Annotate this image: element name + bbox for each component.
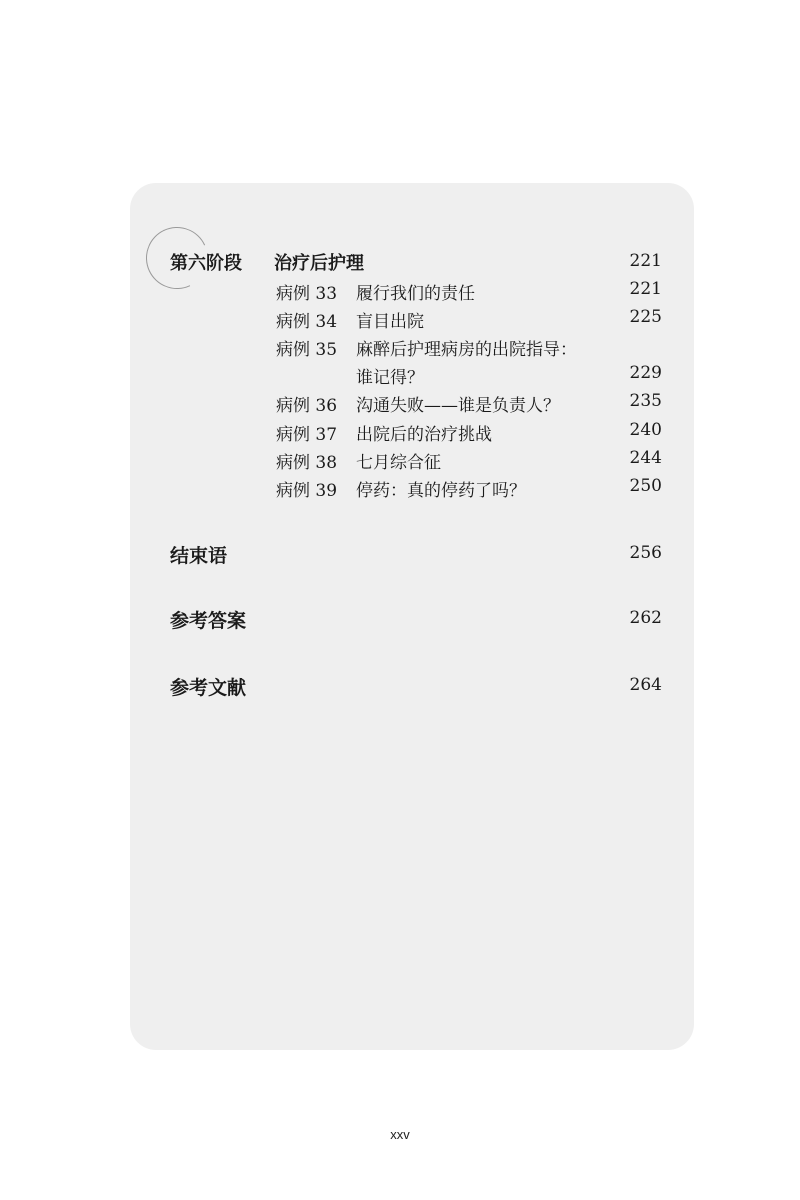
case-label: 病例 35 bbox=[276, 340, 338, 360]
case-title: 沟通失败——谁是负责人？ bbox=[356, 396, 560, 416]
case-title: 麻醉后护理病房的出院指导： bbox=[356, 340, 577, 360]
case-title-continuation: 谁记得？ bbox=[356, 368, 424, 388]
case-label: 病例 33 bbox=[276, 284, 338, 304]
case-title: 盲目出院 bbox=[356, 312, 424, 332]
section-title: 结束语 bbox=[170, 545, 228, 567]
section-page-number: 264 bbox=[629, 675, 662, 695]
stage-label: 第六阶段 bbox=[170, 253, 242, 274]
footer-page-number: xxv bbox=[390, 1127, 410, 1142]
case-title: 停药：真的停药了吗？ bbox=[356, 481, 526, 501]
case-label: 病例 36 bbox=[276, 396, 338, 416]
case-label: 病例 39 bbox=[276, 481, 338, 501]
case-title: 履行我们的责任 bbox=[356, 284, 475, 304]
case-label: 病例 38 bbox=[276, 453, 338, 473]
case-page-number: 235 bbox=[629, 391, 662, 411]
case-label: 病例 37 bbox=[276, 425, 338, 445]
section-title: 参考文献 bbox=[170, 677, 247, 699]
case-title: 出院后的治疗挑战 bbox=[356, 425, 492, 445]
case-title: 七月综合征 bbox=[356, 453, 441, 473]
stage-title: 治疗后护理 bbox=[274, 253, 364, 274]
section-page-number: 256 bbox=[629, 543, 662, 563]
case-label: 病例 34 bbox=[276, 312, 338, 332]
section-title: 参考答案 bbox=[170, 610, 247, 632]
case-page-number: 229 bbox=[629, 363, 662, 383]
case-page-number: 250 bbox=[629, 476, 662, 496]
case-page-number: 240 bbox=[629, 420, 662, 440]
case-page-number: 225 bbox=[629, 307, 662, 327]
stage-page-number: 221 bbox=[629, 251, 662, 271]
case-page-number: 244 bbox=[629, 448, 662, 468]
section-page-number: 262 bbox=[629, 608, 662, 628]
case-page-number: 221 bbox=[629, 279, 662, 299]
